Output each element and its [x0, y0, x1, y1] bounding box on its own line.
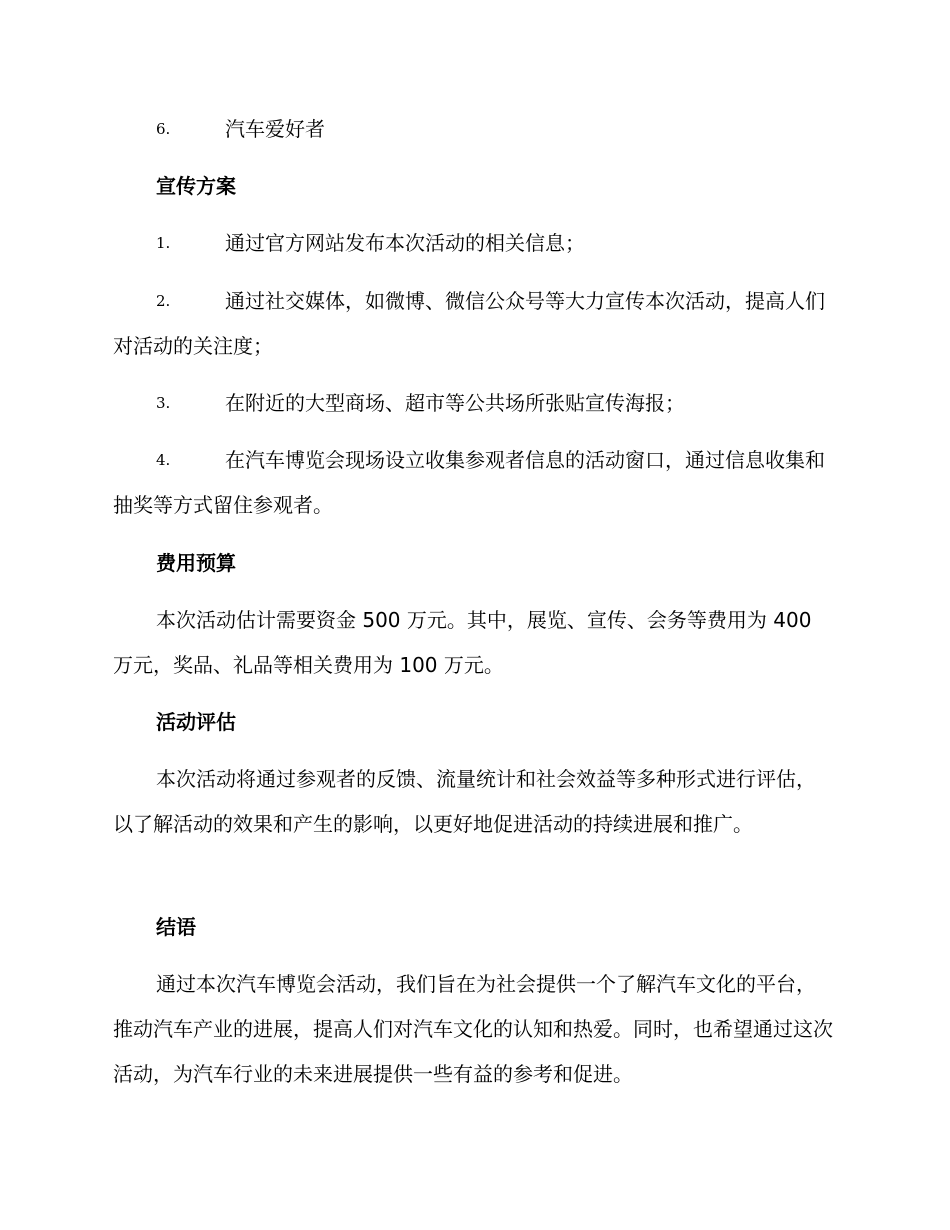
list-item-promotion-1 [113, 221, 835, 266]
section-heading-budget: 费用预算 [156, 551, 236, 575]
list-item-promotion-2 [113, 279, 835, 369]
list-item-audience-6 [113, 107, 835, 152]
list-item-text: 在汽车博览会现场设立收集参观者信息的活动窗口，通过信息收集和抽奖等方式留住参观者。 [113, 448, 825, 517]
list-item-text: 通过社交媒体，如微博、微信公众号等大力宣传本次活动，提高人们对活动的关注度； [113, 289, 825, 358]
list-item-promotion-4 [113, 438, 835, 528]
list-item-number: 3. [156, 394, 171, 412]
list-item-text: 通过官方网站发布本次活动的相关信息； [225, 231, 585, 255]
paragraph-conclusion: 通过本次汽车博览会活动，我们旨在为社会提供一个了解汽车文化的平台，推动汽车产业的进展，提高人们对汽车文化的认知和热爱。同时，也希望通过这次活动，为汽车行业的未来进展提供一些有益的参考和促进。 [113, 972, 833, 1086]
list-item-number: 6. [156, 120, 171, 138]
list-item-number: 1. [156, 234, 171, 252]
section-heading-evaluation: 活动评估 [156, 710, 236, 734]
list-item-promotion-3 [113, 381, 835, 426]
section-heading-promotion: 宣传方案 [156, 174, 236, 198]
paragraph-evaluation: 本次活动将通过参观者的反馈、流量统计和社会效益等多种形式进行评估，以了解活动的效果和产生的影响，以更好地促进活动的持续进展和推广。 [113, 767, 816, 836]
section-heading-conclusion: 结语 [156, 915, 196, 939]
list-item-number: 4. [156, 451, 171, 469]
list-item-number: 2. [156, 292, 171, 310]
paragraph-budget: 本次活动估计需要资金 500 万元。其中，展览、宣传、会务等费用为 400 万元，奖品、礼品等相关费用为 100 万元。 [113, 608, 812, 677]
list-item-text: 在附近的大型商场、超市等公共场所张贴宣传海报； [225, 391, 685, 415]
list-item-text: 汽车爱好者 [225, 117, 325, 141]
